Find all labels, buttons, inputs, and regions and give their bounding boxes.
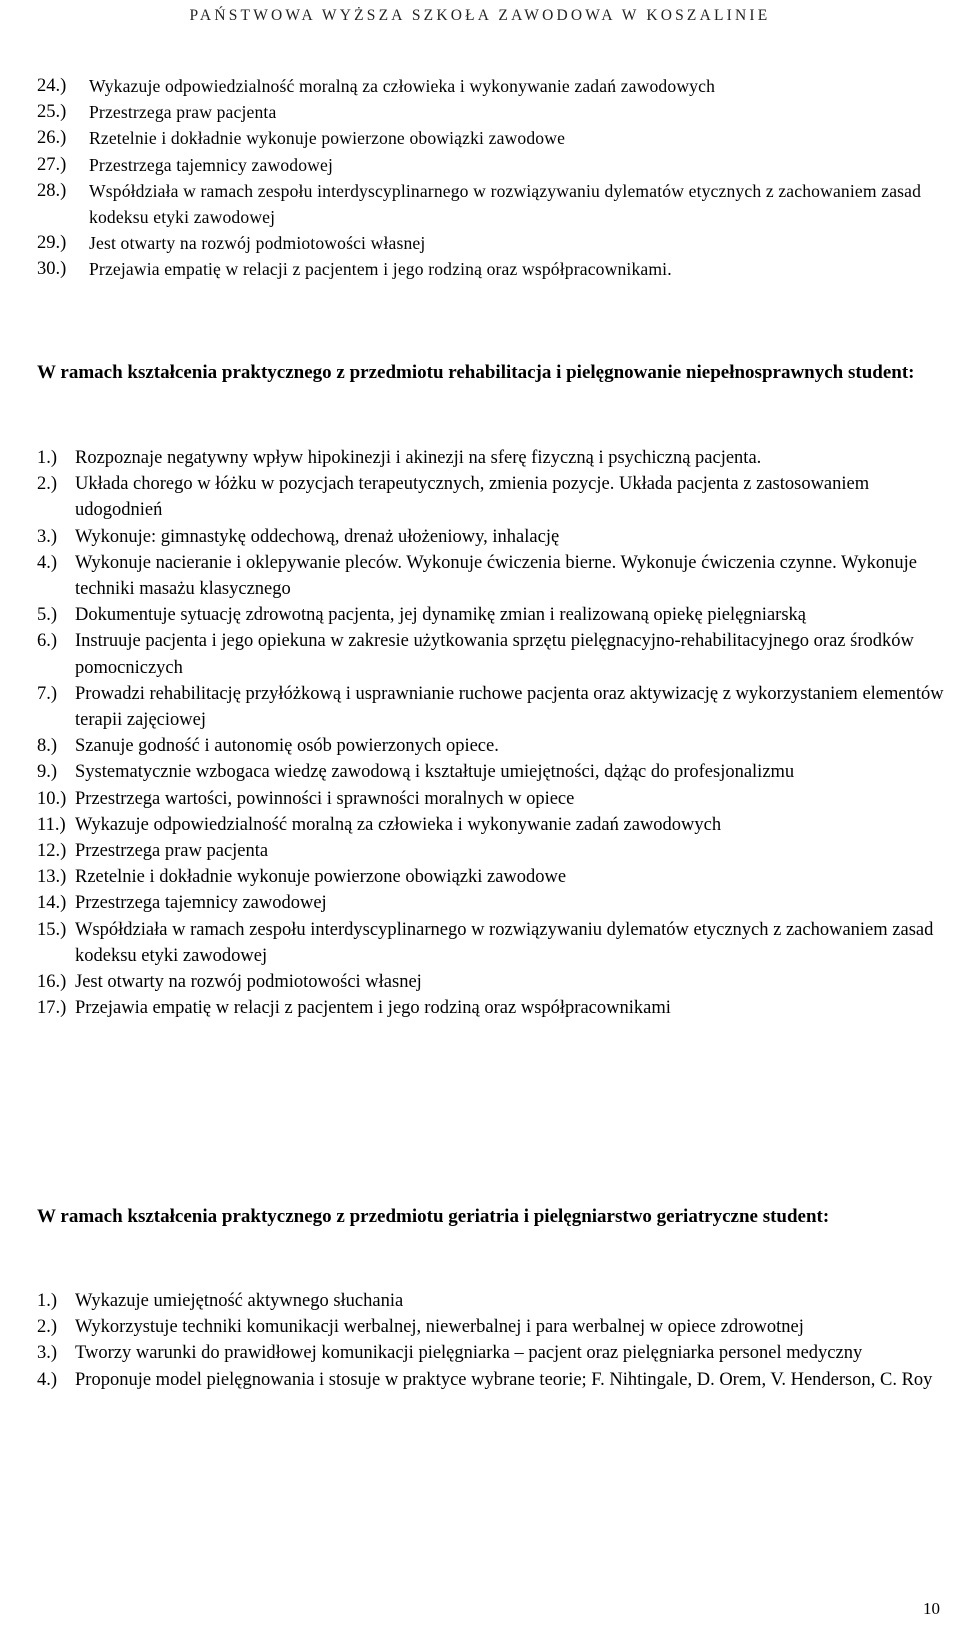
list-item-text: Współdziała w ramach zespołu interdyscyplinarnego w rozwiązywaniu dylematów etycznych z zachowaniem zasad kodeksu etyki zawodowej bbox=[75, 919, 934, 966]
list-item-number: 16.) bbox=[37, 972, 67, 993]
list-item-text: Współdziała w ramach zespołu interdyscyplinarnego w rozwiązywaniu dylematów etycznych z zachowaniem zasad kodeksu etyki zawodowej bbox=[89, 180, 922, 228]
list-item-number: 27.) bbox=[37, 154, 67, 175]
list-item-text: Jest otwarty na rozwój podmiotowości własnej bbox=[89, 233, 426, 254]
list-item-text: Przestrzega tajemnicy zawodowej bbox=[75, 893, 327, 914]
list-item bbox=[37, 733, 947, 759]
list-item-text: Proponuje model pielęgnowania i stosuje w praktyce wybrane teorie; F. Nihtingale, D. Orem, V. Henderson, C. Roy bbox=[75, 1369, 933, 1390]
list-item-number: 17.) bbox=[37, 998, 67, 1019]
list-item-text: Wykazuje odpowiedzialność moralną za człowieka i wykonywanie zadań zawodowych bbox=[89, 76, 716, 96]
list-item-text: Tworzy warunki do prawidłowej komunikacji pielęgniarka – pacjent oraz pielęgniarka personel medyczny bbox=[75, 1343, 863, 1364]
list-item-number: 6.) bbox=[37, 631, 58, 652]
list-item-text: Wykazuje umiejętność aktywnego słuchania bbox=[75, 1291, 404, 1311]
list-item-text: Prowadzi rehabilitację przyłóżkową i usprawnianie ruchowe pacjenta oraz aktywizację z wykorzystaniem elementów terapii zajęciowej bbox=[75, 683, 944, 731]
list-item bbox=[37, 1340, 947, 1366]
list-item bbox=[37, 864, 947, 890]
list-item bbox=[37, 890, 947, 916]
list-item bbox=[37, 178, 947, 230]
list-item-number: 15.) bbox=[37, 919, 67, 940]
list-item-text: Wykorzystuje techniki komunikacji werbalnej, niewerbalnej i para werbalnej w opiece zdrowotnej bbox=[75, 1317, 804, 1338]
list-item bbox=[37, 786, 947, 812]
list-item-text: Instruuje pacjenta i jego opiekuna w zakresie użytkowania sprzętu pielęgnacyjno-rehabilitacyjnego oraz środków pomocniczych bbox=[75, 631, 914, 678]
list-item-number: 14.) bbox=[37, 893, 67, 914]
list-item-number: 3.) bbox=[37, 1343, 58, 1364]
list-item-text: Wykonuje: gimnastykę oddechową, drenaż ułożeniowy, inhalację bbox=[75, 526, 560, 547]
list-item bbox=[37, 230, 947, 256]
list-item-number: 24.) bbox=[37, 76, 67, 96]
list-item-text: Rzetelnie i dokładnie wykonuje powierzone obowiązki zawodowe bbox=[75, 867, 567, 888]
list-item-number: 7.) bbox=[37, 683, 58, 704]
list-item bbox=[37, 471, 947, 523]
list-item bbox=[37, 524, 947, 550]
list-item-number: 1.) bbox=[37, 1291, 58, 1311]
list-item-text: Przestrzega praw pacjenta bbox=[89, 102, 277, 123]
competency-list-continued bbox=[37, 73, 947, 283]
list-item-number: 25.) bbox=[37, 102, 67, 123]
list-item-text: Przejawia empatię w relacji z pacjentem i jego rodziną oraz współpracownikami bbox=[75, 998, 671, 1019]
list-item bbox=[37, 152, 947, 178]
competency-list-geriatrics bbox=[37, 1288, 947, 1393]
list-item-number: 5.) bbox=[37, 605, 58, 626]
list-item-text: Jest otwarty na rozwój podmiotowości własnej bbox=[75, 972, 422, 993]
list-item bbox=[37, 812, 947, 838]
list-item bbox=[37, 838, 947, 864]
list-item bbox=[37, 995, 947, 1021]
list-item bbox=[37, 917, 947, 969]
list-item-number: 10.) bbox=[37, 788, 67, 809]
list-item-text: Wykazuje odpowiedzialność moralną za człowieka i wykonywanie zadań zawodowych bbox=[75, 814, 722, 835]
list-item-number: 8.) bbox=[37, 736, 58, 757]
list-item bbox=[37, 759, 947, 785]
list-item bbox=[37, 445, 947, 471]
list-item-text: Dokumentuje sytuację zdrowotną pacjenta, jej dynamikę zmian i realizowaną opiekę pielęgniarską bbox=[75, 605, 806, 626]
list-item-text: Przejawia empatię w relacji z pacjentem i jego rodziną oraz współpracownikami. bbox=[89, 259, 672, 280]
list-item-number: 3.) bbox=[37, 526, 58, 547]
list-item-number: 1.) bbox=[37, 448, 58, 468]
list-item-number: 26.) bbox=[37, 128, 67, 149]
list-item-number: 29.) bbox=[37, 233, 67, 254]
list-item bbox=[37, 681, 947, 733]
list-item-text: Przestrzega tajemnicy zawodowej bbox=[89, 154, 334, 175]
competency-list-rehabilitation bbox=[37, 445, 947, 1021]
list-item bbox=[37, 256, 947, 282]
page-header: PAŃSTWOWA WYŻSZA SZKOŁA ZAWODOWA W KOSZALINIE bbox=[189, 7, 771, 24]
list-item-number: 12.) bbox=[37, 841, 67, 862]
list-item-number: 13.) bbox=[37, 867, 67, 888]
list-item bbox=[37, 969, 947, 995]
list-item-text: Przestrzega praw pacjenta bbox=[75, 841, 269, 862]
list-item-number: 2.) bbox=[37, 1317, 58, 1338]
list-item-text: Szanuje godność i autonomię osób powierzonych opiece. bbox=[75, 736, 499, 757]
list-item bbox=[37, 602, 947, 628]
list-item bbox=[37, 99, 947, 125]
section-heading-geriatrics: W ramach kształcenia praktycznego z przedmiotu geriatria i pielęgniarstwo geriatryczne student: bbox=[37, 1206, 830, 1227]
list-item-number: 30.) bbox=[37, 259, 67, 280]
list-item-number: 9.) bbox=[37, 762, 58, 783]
list-item bbox=[37, 125, 947, 151]
page-number: 10 bbox=[923, 1599, 940, 1618]
list-item-number: 4.) bbox=[37, 552, 58, 573]
list-item-text: Wykonuje nacieranie i oklepywanie pleców. Wykonuje ćwiczenia bierne. Wykonuje ćwiczenia czynne. Wykonuje techniki masażu klasycznego bbox=[75, 552, 917, 600]
list-item-text: Rozpoznaje negatywny wpływ hipokinezji i akinezji na sferę fizyczną i psychiczną pacjenta. bbox=[75, 448, 762, 468]
list-item-number: 4.) bbox=[37, 1369, 58, 1390]
list-item-text: Przestrzega wartości, powinności i sprawności moralnych w opiece bbox=[75, 788, 575, 809]
list-item bbox=[37, 1288, 947, 1314]
list-item-number: 11.) bbox=[37, 814, 66, 835]
list-item-number: 2.) bbox=[37, 474, 58, 495]
section-heading-rehabilitation: W ramach kształcenia praktycznego z przedmiotu rehabilitacja i pielęgnowanie niepełnosprawnych student: bbox=[37, 362, 915, 383]
list-item bbox=[37, 1367, 947, 1393]
list-item bbox=[37, 73, 947, 99]
list-item-text: Rzetelnie i dokładnie wykonuje powierzone obowiązki zawodowe bbox=[89, 128, 566, 149]
list-item-text: Systematycznie wzbogaca wiedzę zawodową i kształtuje umiejętności, dążąc do profesjonalizmu bbox=[75, 762, 795, 783]
list-item bbox=[37, 628, 947, 680]
list-item-number: 28.) bbox=[37, 180, 67, 201]
list-item-text: Układa chorego w łóżku w pozycjach terapeutycznych, zmienia pozycje. Układa pacjenta z zastosowaniem udogodnień bbox=[75, 474, 870, 521]
list-item bbox=[37, 550, 947, 602]
list-item bbox=[37, 1314, 947, 1340]
